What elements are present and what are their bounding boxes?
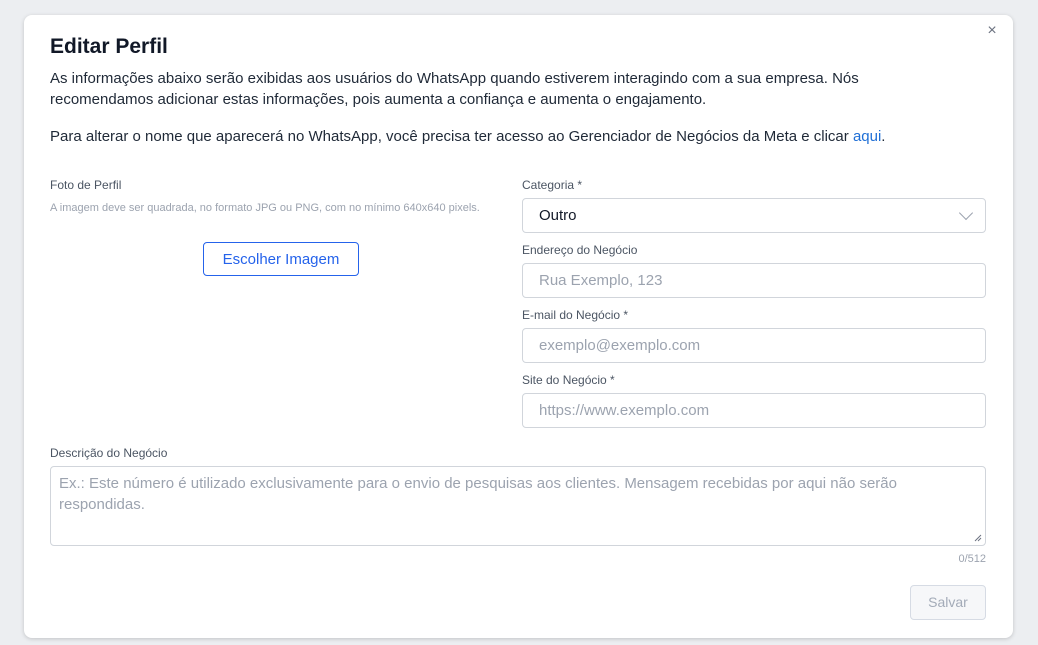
rename-text: Para alterar o nome que aparecerá no WhatsApp, você precisa ter acesso ao Gerenciador de Negócios da Meta e clicar bbox=[50, 128, 853, 145]
site-input[interactable]: https://www.exemplo.com bbox=[522, 393, 986, 428]
rename-link[interactable]: aqui bbox=[852, 128, 882, 145]
save-button[interactable]: Salvar bbox=[910, 585, 986, 620]
edit-profile-modal bbox=[24, 15, 1013, 638]
category-label: Categoria * bbox=[522, 178, 583, 192]
close-icon[interactable]: × bbox=[987, 22, 997, 39]
choose-image-button[interactable]: Escolher Imagem bbox=[203, 242, 359, 276]
resize-handle-icon[interactable] bbox=[974, 534, 982, 542]
rename-instructions bbox=[50, 126, 990, 147]
email-input[interactable]: exemplo@exemplo.com bbox=[522, 328, 986, 363]
business-description-placeholder: Ex.: Este número é utilizado exclusivamente para o envio de pesquisas aos clientes. Mensagem recebidas por aqui não serão respondidas. bbox=[59, 475, 897, 513]
category-value: Outro bbox=[539, 207, 577, 224]
modal-description: As informações abaixo serão exibidas aos usuários do WhatsApp quando estiverem interagindo com a sua empresa. Nós recomendamos adicionar estas informações, pois aumenta a confiança e aumenta o engajamento. bbox=[50, 70, 859, 108]
site-label: Site do Negócio * bbox=[522, 373, 615, 387]
category-select[interactable] bbox=[522, 198, 986, 233]
business-description-label: Descrição do Negócio bbox=[50, 446, 168, 460]
address-input[interactable]: Rua Exemplo, 123 bbox=[522, 263, 986, 298]
modal-title: Editar Perfil bbox=[50, 35, 168, 58]
photo-label: Foto de Perfil bbox=[50, 178, 122, 192]
business-description-textarea[interactable] bbox=[50, 466, 986, 546]
chevron-down-icon bbox=[959, 206, 973, 220]
address-label: Endereço do Negócio bbox=[522, 243, 638, 257]
email-label: E-mail do Negócio * bbox=[522, 308, 629, 322]
character-counter: 0/512 bbox=[958, 553, 986, 565]
rename-suffix: . bbox=[881, 128, 886, 145]
photo-hint: A imagem deve ser quadrada, no formato JPG ou PNG, com no mínimo 640x640 pixels. bbox=[50, 202, 480, 214]
